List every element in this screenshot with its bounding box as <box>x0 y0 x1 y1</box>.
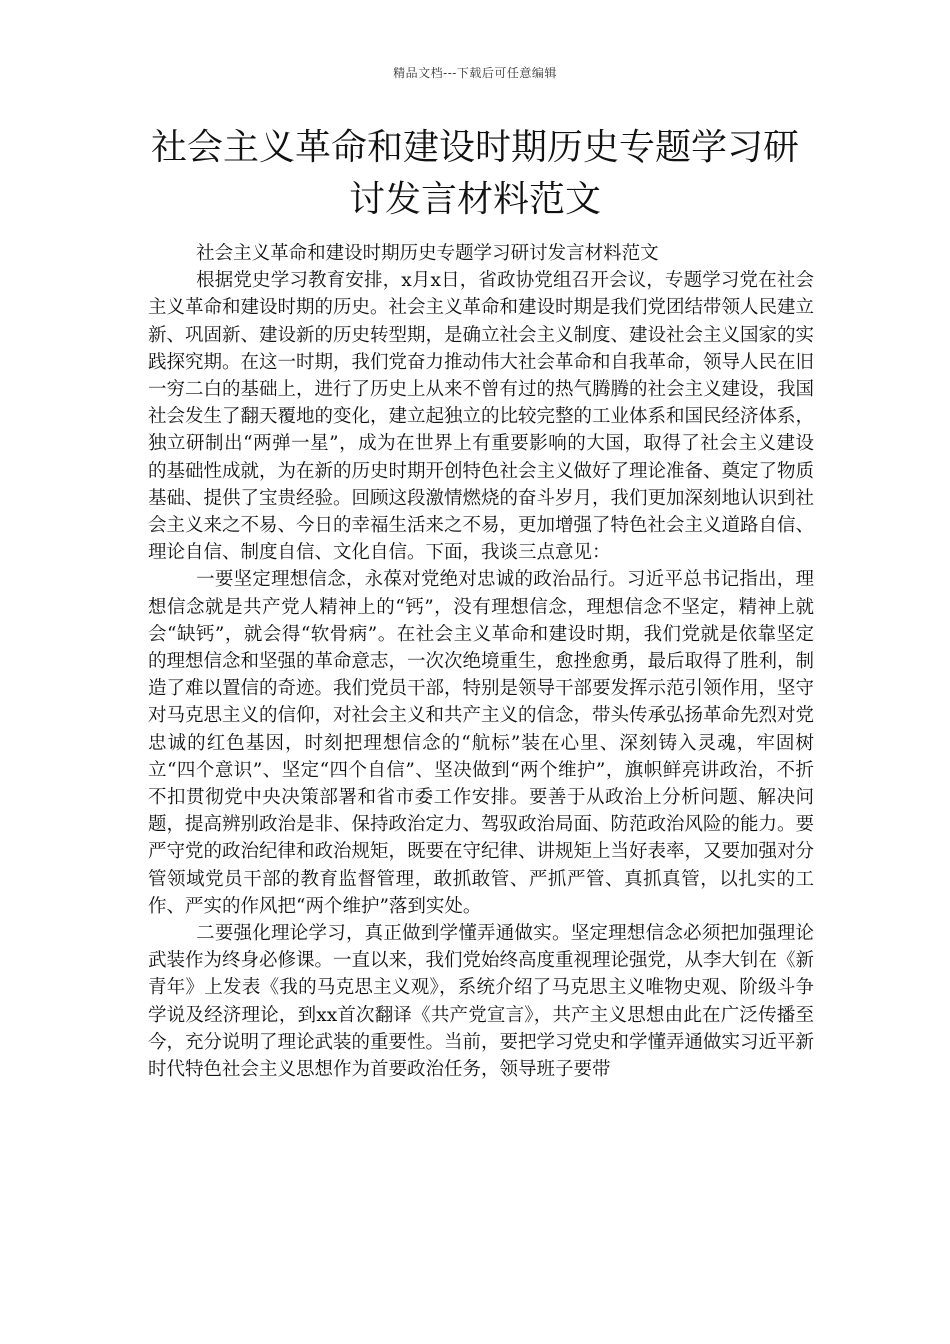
document-body <box>148 240 814 1083</box>
body-paragraph: 一要坚定理想信念，永葆对党绝对忠诚的政治品行。习近平总书记指出，理想信念就是共产党人精神上的“钙”，没有理想信念，理想信念不坚定，精神上就会“缺钙”，就会得“软骨病”。在社会主义革命和建设时期，我们党就是依靠坚定的理想信念和坚强的革命意志，一次次绝境重生，愈挫愈勇，最后取得了胜利，制造了难以置信的奇迹。我们党员干部，特别是领导干部要发挥示范引领作用，坚守对马克思主义的信仰，对社会主义和共产主义的信念，带头传承弘扬革命先烈对党忠诚的红色基因，时刻把理想信念的“航标”装在心里、深刻铸入灵魂，牢固树立“四个意识”、坚定“四个自信”、坚决做到“两个维护”，旗帜鲜亮讲政治，不折不扣贯彻党中央决策部署和省市委工作安排。要善于从政治上分析问题、解决问题，提高辨别政治是非、保持政治定力、驾驭政治局面、防范政治风险的能力。要严守党的政治纪律和政治规矩，既要在守纪律、讲规矩上当好表率，又要加强对分管领域党员干部的教育监督管理，敢抓敢管、严抓严管、真抓真管，以扎实的工作、严实的作风把“两个维护”落到实处。 <box>148 569 815 917</box>
page-header-note: 精品文档---下载后可任意编辑 <box>393 66 557 80</box>
body-paragraph: 二要强化理论学习，真正做到学懂弄通做实。坚定理想信念必须把加强理论武装作为终身必修课。一直以来，我们党始终高度重视理论强党，从李大钊在《新青年》上发表《我的马克思主义观》，系统介绍了马克思主义唯物史观、阶级斗争学说及经济理论，到xx首次翻译《共产党宣言》，共产主义思想由此在广泛传播至今，充分说明了理论武装的重要性。当前，要把学习党史和学懂弄通做实习近平新时代特色社会主义思想作为首要政治任务，领导班子要带 <box>148 923 815 1081</box>
body-paragraph-subtitle: 社会主义革命和建设时期历史专题学习研讨发言材料范文 <box>196 243 659 264</box>
body-paragraph: 根据党史学习教育安排，x月x日，省政协党组召开会议，专题学习党在社会主义革命和建设时期的历史。社会主义革命和建设时期是我们党团结带领人民建立新、巩固新、建设新的历史转型期，是确立社会主义制度、建设社会主义国家的实践探究期。在这一时期，我们党奋力推动伟大社会革命和自我革命，领导人民在旧一穷二白的基础上，进行了历史上从来不曾有过的热气腾腾的社会主义建设，我国社会发生了翻天覆地的变化，建立起独立的比较完整的工业体系和国民经济体系，独立研制出“两弹一星”，成为在世界上有重要影响的大国，取得了社会主义建设的基础性成就，为在新的历史时期开创特色社会主义做好了理论准备、奠定了物质基础、提供了宝贵经验。回顾这段激情燃烧的奋斗岁月，我们更加深刻地认识到社会主义来之不易、今日的幸福生活来之不易，更加增强了特色社会主义道路自信、理论自信、制度自信、文化自信。下面，我谈三点意见： <box>148 270 815 564</box>
document-title: 社会主义革命和建设时期历史专题学习研讨发言材料范文 <box>150 127 799 220</box>
